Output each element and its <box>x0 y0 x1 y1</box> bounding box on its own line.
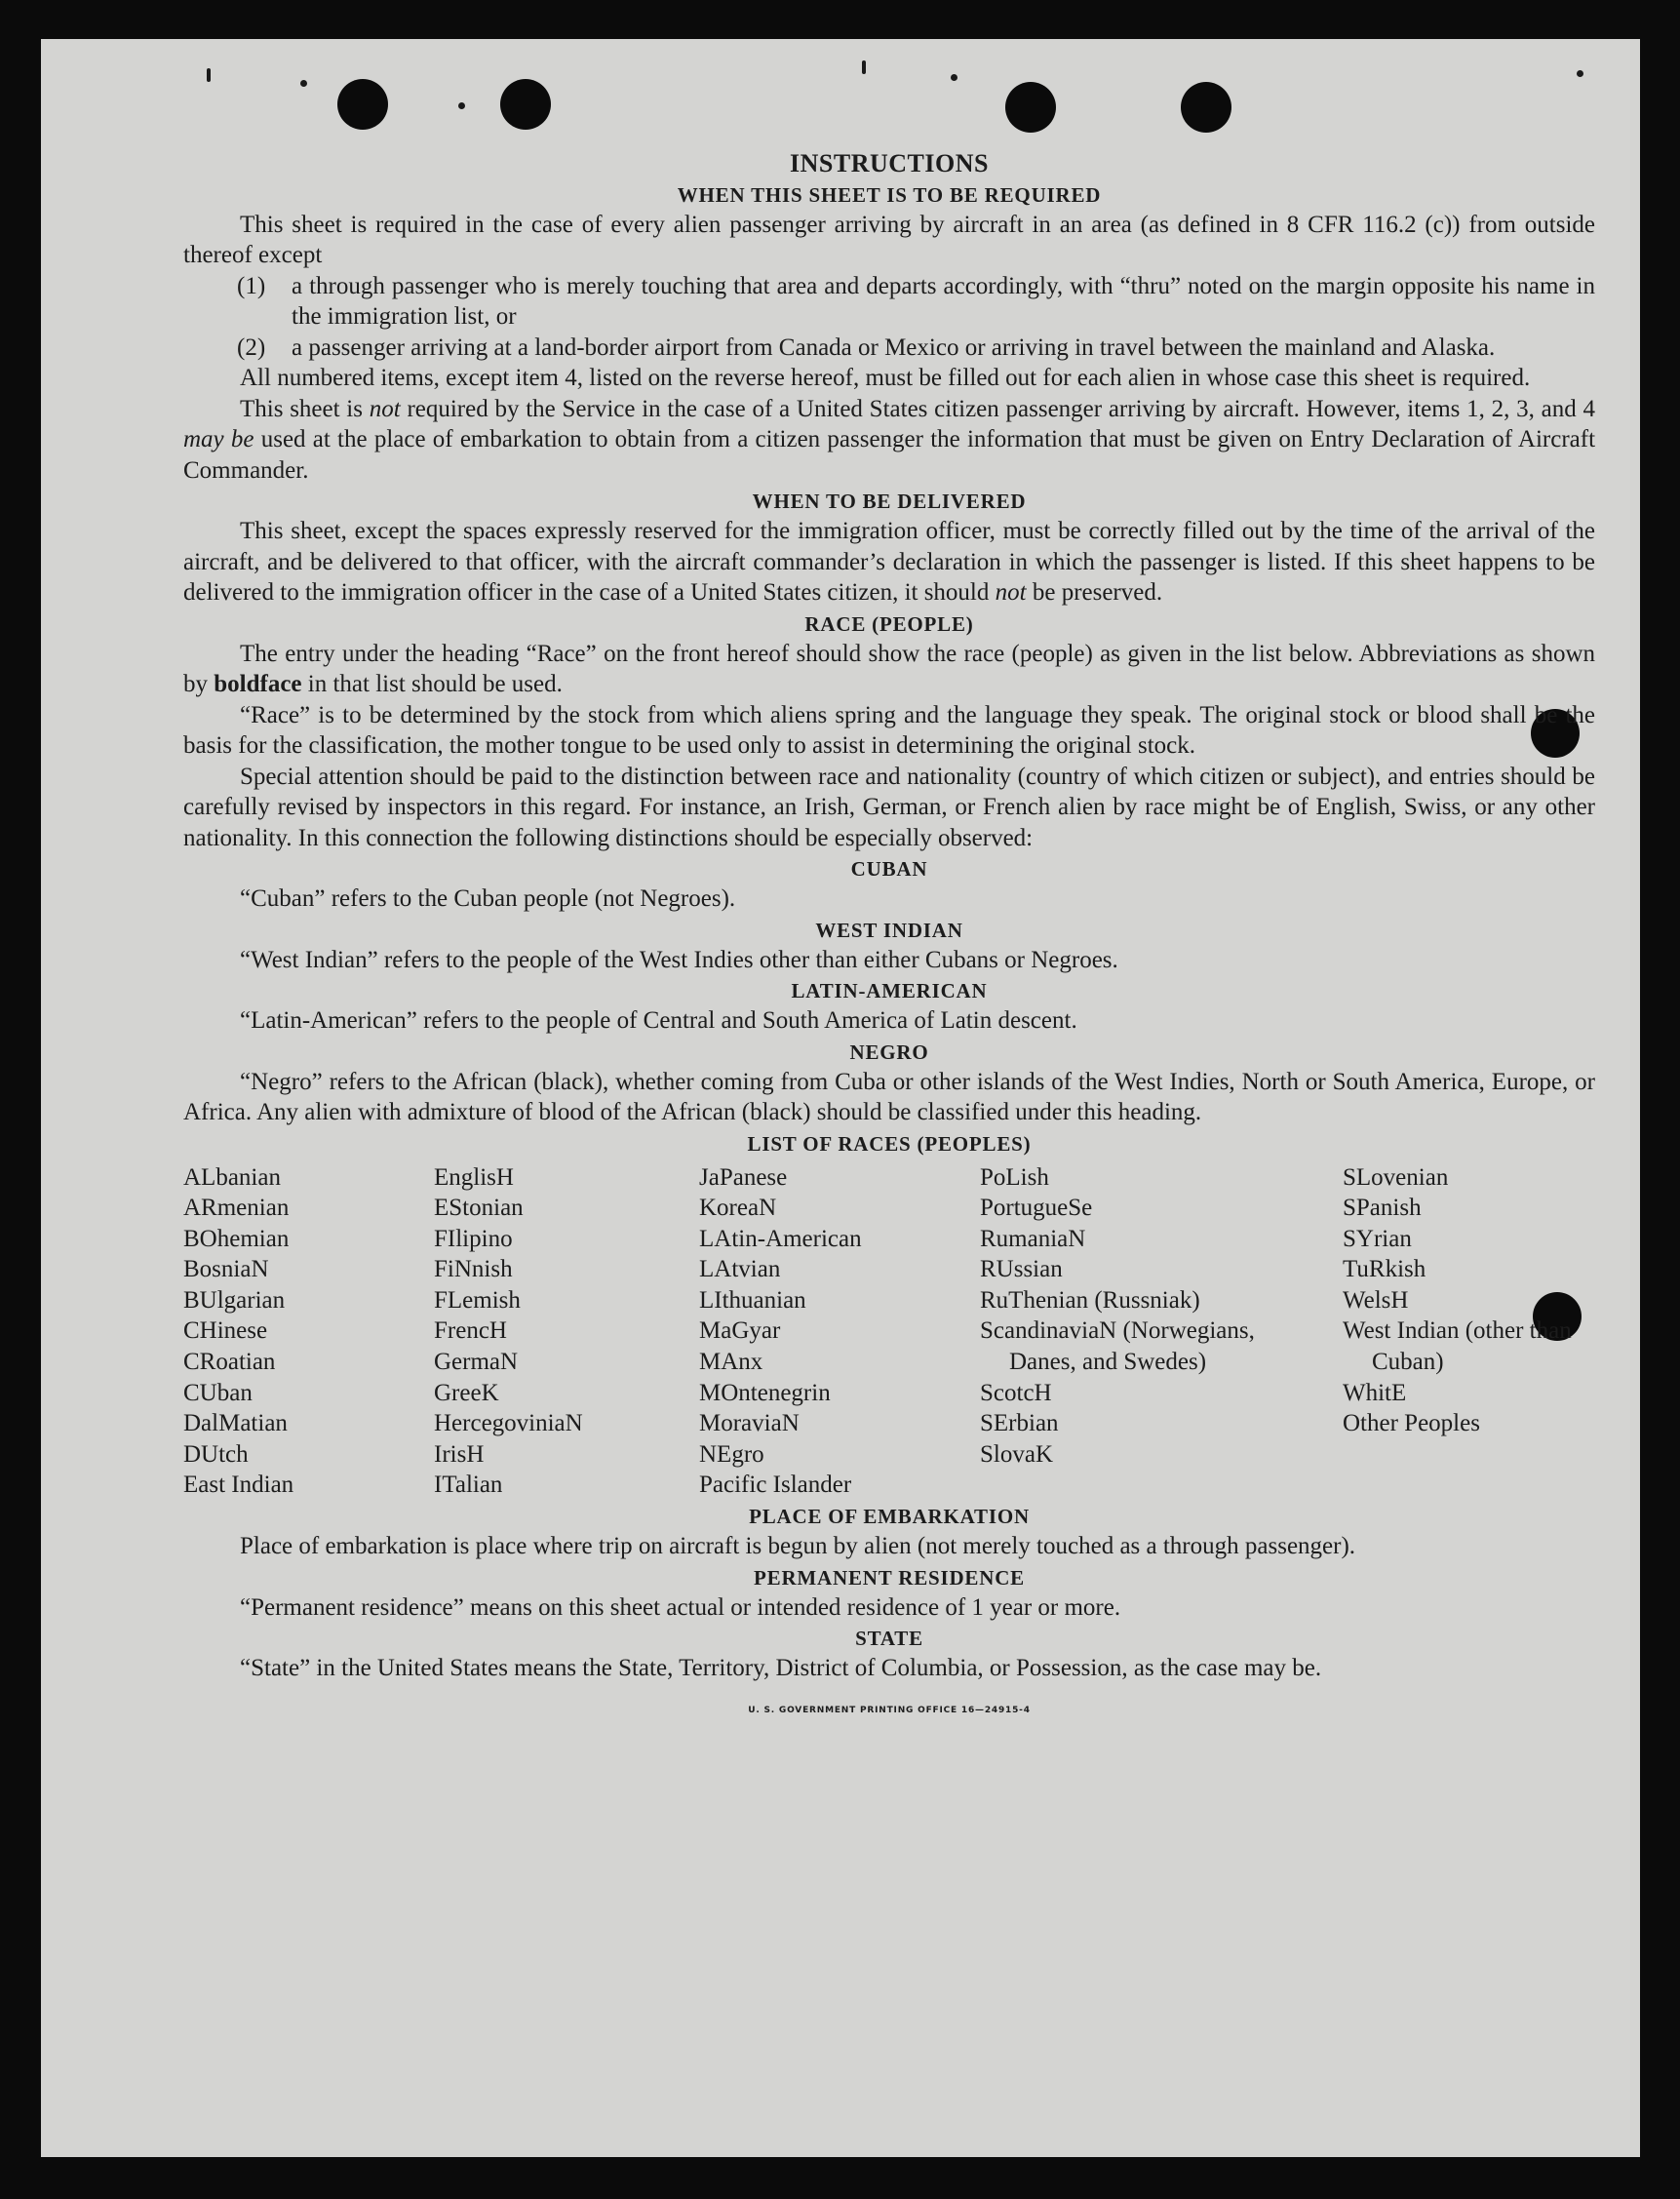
race-entry: ALbanian <box>183 1163 281 1191</box>
printer-imprint: U. S. GOVERNMENT PRINTING OFFICE 16—24915-4 <box>748 1705 1031 1715</box>
race-entry: GermaN <box>434 1349 519 1376</box>
emphasis: not <box>995 579 1027 606</box>
race-entry: CUban <box>183 1379 253 1406</box>
punch-hole <box>1005 82 1056 133</box>
paragraph: “West Indian” refers to the people of the West Indies other than either Cubans or Negroes. <box>240 946 1118 973</box>
paragraph: Place of embarkation is place where trip on aircraft is begun by alien (not merely touched as a through passenger). <box>240 1533 1356 1560</box>
race-entry: East Indian <box>183 1472 294 1499</box>
race-entry: SErbian <box>980 1410 1059 1437</box>
section-heading-latin-american: LATIN-AMERICAN <box>791 979 988 1002</box>
race-entry: West Indian (other than Cuban) <box>1343 1317 1572 1376</box>
races-list <box>183 1162 1595 1502</box>
races-column <box>699 1162 980 1502</box>
bold-text: boldface <box>214 671 302 697</box>
section-heading-state: STATE <box>855 1627 923 1651</box>
text-run: This sheet, except the spaces expressly reserved for the immigration officer, must be correctly filled out by the time of the arrival of the aircraft, and be delivered to that officer, with the aircraft commander’s declaration in which the passenger is listed. If this sheet happens to be delivered to the immigration officer in the case of a United States citizen, it should <box>183 518 1595 606</box>
paragraph: “Latin-American” refers to the people of Central and South America of Latin descent. <box>240 1007 1077 1034</box>
text-run: This sheet is <box>240 395 363 422</box>
section-heading-delivered: WHEN TO BE DELIVERED <box>752 490 1027 513</box>
race-entry: FLemish <box>434 1286 521 1314</box>
race-entry: WhitE <box>1343 1379 1407 1406</box>
race-entry: GreeK <box>434 1379 499 1406</box>
text-run: be preserved. <box>1032 579 1163 606</box>
race-entry: KoreaN <box>699 1195 777 1222</box>
race-entry: JaPanese <box>699 1163 788 1191</box>
section-heading-embarkation: PLACE OF EMBARKATION <box>749 1505 1030 1529</box>
race-entry: TuRkish <box>1343 1256 1426 1283</box>
race-entry: Other Peoples <box>1343 1410 1480 1437</box>
race-entry: SPanish <box>1343 1195 1422 1222</box>
item-text: a passenger arriving at a land-border airport from Canada or Mexico or arriving in travel between the mainland and Alaska. <box>292 334 1496 361</box>
speck <box>207 68 211 82</box>
races-column <box>980 1162 1343 1502</box>
page-title: INSTRUCTIONS <box>790 149 989 177</box>
document-sheet <box>41 39 1640 2157</box>
race-entry: ScotcH <box>980 1379 1052 1406</box>
race-entry: CRoatian <box>183 1349 276 1376</box>
section-heading-required: WHEN THIS SHEET IS TO BE REQUIRED <box>677 182 1102 207</box>
speck <box>951 74 957 81</box>
race-entry: FIlipino <box>434 1225 513 1252</box>
emphasis: not <box>369 395 401 422</box>
item-number: (1) <box>237 272 266 299</box>
race-entry: NEgro <box>699 1440 764 1468</box>
race-entry: SLovenian <box>1343 1163 1449 1191</box>
race-entry: RUssian <box>980 1256 1063 1283</box>
race-entry: PoLish <box>980 1163 1049 1191</box>
paragraph: “Permanent residence” means on this sheet actual or intended residence of 1 year or more. <box>240 1593 1121 1621</box>
race-entry: ScandinaviaN (Norwegians, Danes, and Swedes) <box>980 1317 1255 1376</box>
race-entry: MAnx <box>699 1349 763 1376</box>
race-entry: MOntenegrin <box>699 1379 831 1406</box>
section-heading-negro: NEGRO <box>849 1040 929 1064</box>
race-entry: FrencH <box>434 1317 507 1345</box>
race-entry: EStonian <box>434 1195 524 1222</box>
race-entry: BosniaN <box>183 1256 269 1283</box>
speck <box>300 80 307 87</box>
paragraph: All numbered items, except item 4, listed on the reverse hereof, must be filled out for each alien in whose case this sheet is required. <box>240 365 1531 391</box>
race-entry: IrisH <box>434 1440 485 1468</box>
text-run: used at the place of embarkation to obtain from a citizen passenger the information that must be given on Entry Declaration of Aircraft Commander. <box>183 426 1596 484</box>
race-entry: RuThenian (Russniak) <box>980 1286 1200 1314</box>
races-column <box>1343 1162 1594 1502</box>
race-entry: WelsH <box>1343 1286 1409 1314</box>
text-run: required by the Service in the case of a United States citizen passenger arriving by aircraft. However, items 1, 2, 3, and 4 <box>407 395 1595 422</box>
race-entry: BUlgarian <box>183 1286 286 1314</box>
paragraph: “Race” is to be determined by the stock from which aliens spring and the language they speak. The original stock or blood shall be the basis for the classification, the mother tongue to be used only to assist in determining the original stock. <box>183 701 1595 759</box>
race-entry: EnglisH <box>434 1163 514 1191</box>
race-entry: RumaniaN <box>980 1225 1086 1252</box>
section-heading-race: RACE (PEOPLE) <box>804 611 974 636</box>
section-heading-list: LIST OF RACES (PEOPLES) <box>747 1131 1032 1156</box>
races-column <box>434 1162 699 1502</box>
speck <box>1577 70 1583 77</box>
race-entry: LAtin-American <box>699 1225 862 1252</box>
paragraph: Special attention should be paid to the distinction between race and nationality (country of which citizen or subject), and entries should be carefully revised by inspectors in this regard. For instance, an Irish, German, or French alien by race might be of English, Swiss, or any other nationality. In this connection the following distinctions should be especially observed: <box>183 763 1595 851</box>
section-heading-cuban: CUBAN <box>850 857 928 881</box>
emphasis: may be <box>183 426 254 452</box>
paragraph <box>183 639 1595 700</box>
race-entry: Pacific Islander <box>699 1472 852 1499</box>
paragraph: “State” in the United States means the State, Territory, District of Columbia, or Possession, as the case may be. <box>240 1655 1322 1682</box>
race-entry: FiNnish <box>434 1256 513 1283</box>
race-entry: MaGyar <box>699 1317 781 1345</box>
instructions-content <box>183 148 1595 1726</box>
punch-hole <box>337 79 388 130</box>
paragraph <box>183 394 1595 487</box>
text-run: in that list should be used. <box>307 671 563 697</box>
race-entry: LAtvian <box>699 1256 781 1283</box>
race-entry: LIthuanian <box>699 1286 806 1314</box>
race-entry: ARmenian <box>183 1195 290 1222</box>
paragraph: “Cuban” refers to the Cuban people (not Negroes). <box>240 885 736 912</box>
race-entry: SlovaK <box>980 1440 1053 1468</box>
paragraph <box>183 516 1595 609</box>
race-entry: DalMatian <box>183 1410 288 1437</box>
list-item <box>237 333 1595 364</box>
race-entry: DUtch <box>183 1440 249 1468</box>
race-entry: BOhemian <box>183 1225 290 1252</box>
section-heading-residence: PERMANENT RESIDENCE <box>754 1565 1025 1590</box>
race-entry: ITalian <box>434 1472 503 1499</box>
paragraph: This sheet is required in the case of every alien passenger arriving by aircraft in an area (as defined in 8 CFR 116.2 (c)) from outside thereof except <box>183 211 1595 268</box>
section-heading-west-indian: WEST INDIAN <box>815 918 963 942</box>
race-entry: HercegoviniaN <box>434 1410 583 1437</box>
item-number: (2) <box>237 334 266 361</box>
text-run: The entry under the heading “Race” on the front hereof should show the race (people) as given in the list below. Abbreviations as shown by <box>183 640 1595 697</box>
race-entry: MoraviaN <box>699 1410 800 1437</box>
speck <box>458 102 465 109</box>
punch-hole <box>1181 82 1231 133</box>
list-item <box>237 271 1595 333</box>
race-entry: CHinese <box>183 1317 268 1345</box>
punch-hole <box>500 79 551 130</box>
item-text: a through passenger who is merely touching that area and departs accordingly, with “thru” noted on the margin opposite his name in the immigration list, or <box>292 272 1595 330</box>
races-column <box>183 1162 434 1502</box>
race-entry: SYrian <box>1343 1225 1412 1252</box>
paragraph: “Negro” refers to the African (black), whether coming from Cuba or other islands of the West Indies, North or South America, Europe, or Africa. Any alien with admixture of blood of the African (black) should be classified under this heading. <box>183 1068 1595 1125</box>
speck <box>862 60 866 74</box>
race-entry: PortugueSe <box>980 1195 1093 1222</box>
